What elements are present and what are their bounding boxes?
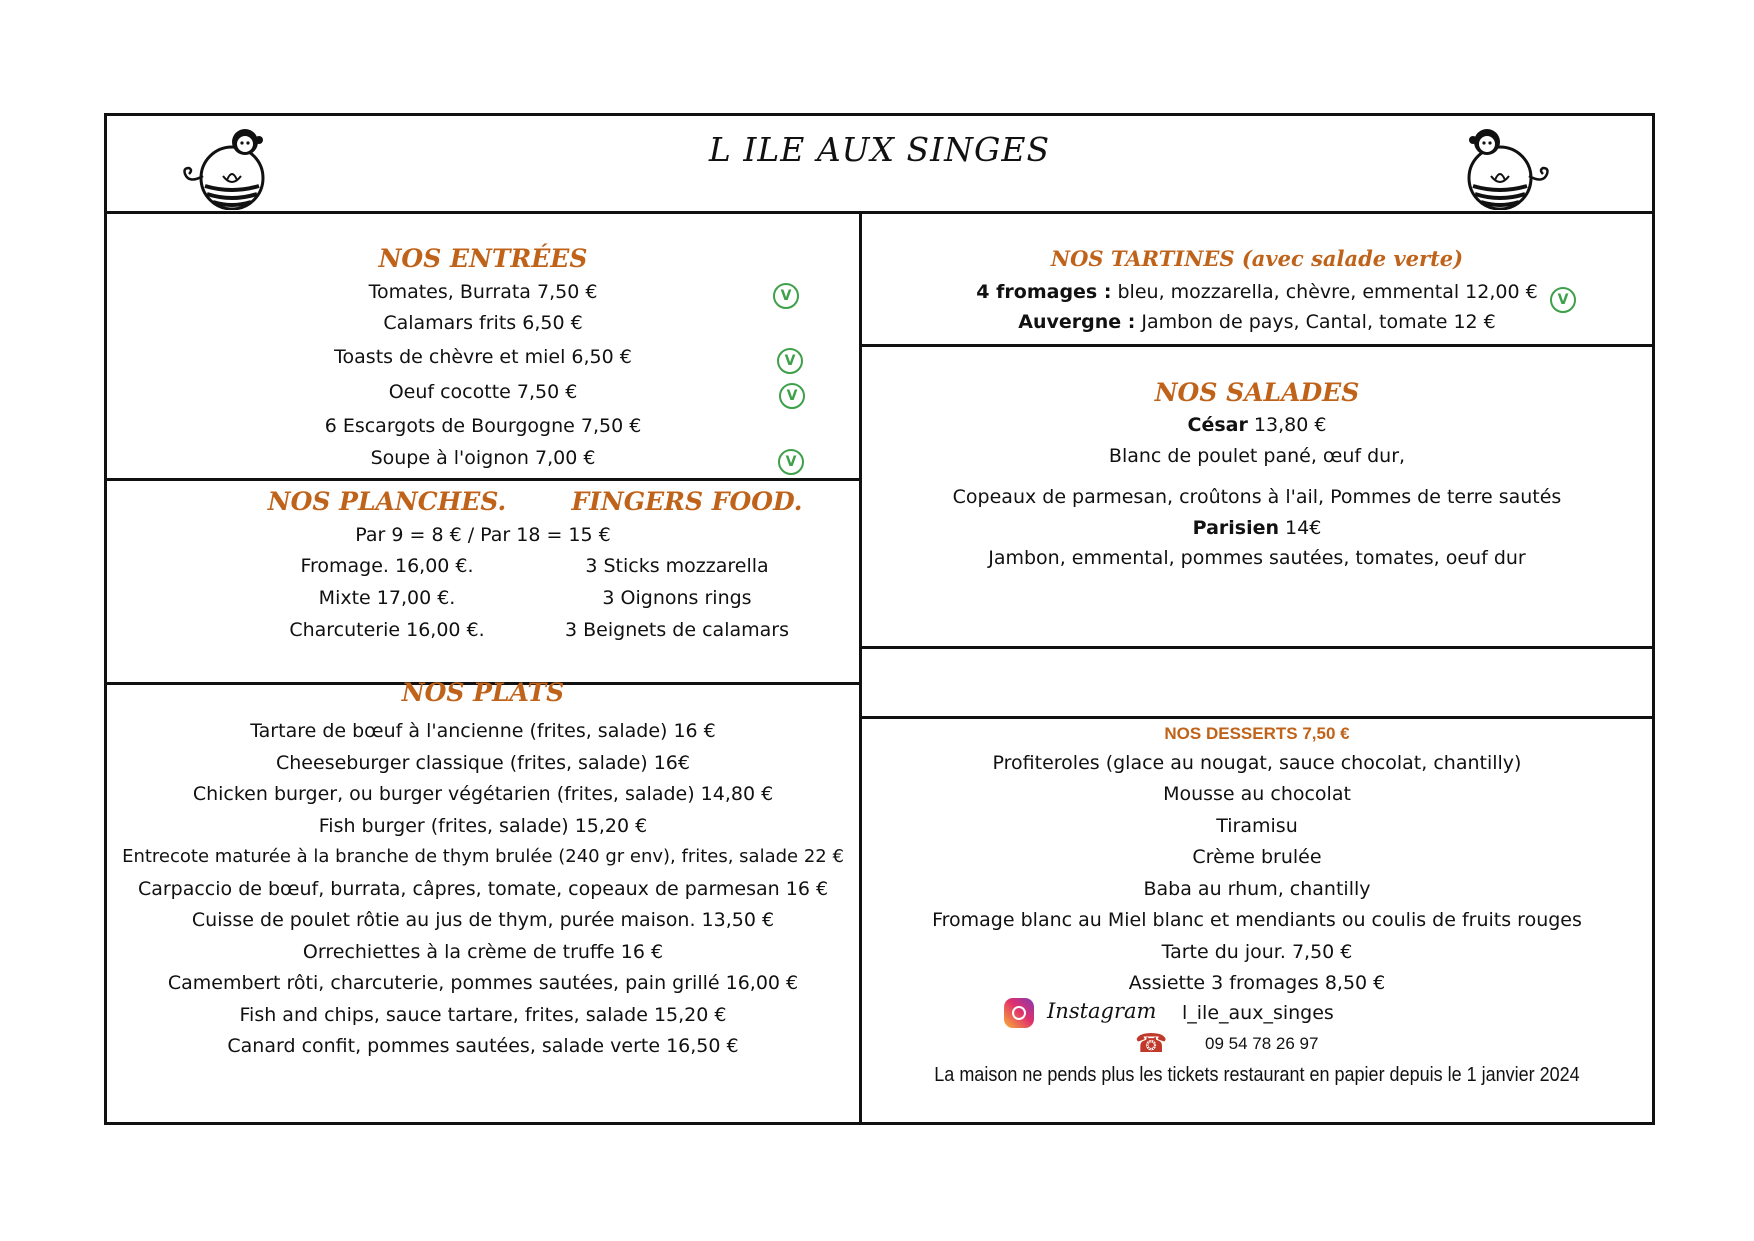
dessert-item: Fromage blanc au Miel blanc et mendiants ou coulis de fruits rouges (932, 909, 1582, 931)
plat-item: Tartare de bœuf à l'ancienne (frites, salade) 16 € (250, 720, 716, 742)
plat-item: Cheeseburger classique (frites, salade) 16€ (276, 752, 690, 774)
tartine-item (862, 311, 1652, 333)
dessert-item: Crème brulée (1192, 846, 1322, 868)
restaurant-title: L ILE AUX SINGES (708, 130, 1051, 169)
entree-item: Calamars frits 6,50 € (383, 312, 583, 334)
dessert-item: Tiramisu (1216, 815, 1298, 837)
salades-divider (859, 646, 1652, 649)
tartines-divider (859, 344, 1652, 347)
salade-parisien (862, 517, 1652, 539)
vegetarian-leaf-icon: V (778, 449, 804, 475)
plat-item: Fish and chips, sauce tartare, frites, salade 15,20 € (239, 1004, 727, 1026)
vegetarian-leaf-icon: V (1550, 287, 1576, 313)
entree-item: Tomates, Burrata 7,50 € (368, 281, 598, 303)
tartine-desc: Jambon de pays, Cantal, tomate 12 € (1135, 311, 1496, 333)
entree-item: Soupe à l'oignon 7,00 € (370, 447, 596, 469)
payment-notice: La maison ne pends plus les tickets restaurant en papier depuis le 1 janvier 2024 (934, 1064, 1580, 1086)
plat-item: Chicken burger, ou burger végétarien (frites, salade) 14,80 € (192, 783, 774, 805)
salade-price: 14€ (1279, 517, 1322, 539)
phone-number: 09 54 78 26 97 (1205, 1034, 1319, 1053)
salade-desc: Jambon, emmental, pommes sautées, tomates, oeuf dur (988, 547, 1526, 569)
dessert-item: Assiette 3 fromages 8,50 € (1128, 972, 1386, 994)
entree-item: Oeuf cocotte 7,50 € (388, 381, 578, 403)
salade-desc: Blanc de poulet pané, œuf dur, (1108, 445, 1406, 467)
plat-item: Cuisse de poulet rôtie au jus de thym, purée maison. 13,50 € (191, 909, 775, 931)
salade-desc: Copeaux de parmesan, croûtons à l'ail, Pommes de terre sautés (952, 486, 1562, 508)
dessert-item: Baba au rhum, chantilly (1143, 878, 1371, 900)
instagram-handle: l_ile_aux_singes (1182, 1002, 1334, 1024)
tartine-item (862, 281, 1652, 303)
plat-item: Orrechiettes à la crème de truffe 16 € (302, 941, 664, 963)
monkey-logo-right (1447, 118, 1557, 210)
monkey-logo-left (179, 118, 289, 210)
vegetarian-leaf-icon: V (773, 283, 799, 309)
fingers-price: Par 9 = 8 € / Par 18 = 15 € (355, 524, 611, 546)
vegetarian-leaf-icon: V (777, 348, 803, 374)
planche-item: Mixte 17,00 €. (318, 587, 456, 609)
salade-price: 13,80 € (1247, 414, 1327, 436)
planches-heading: NOS PLANCHES. (267, 487, 507, 516)
salade-cesar (862, 414, 1652, 436)
fingers-heading: FINGERS FOOD. (571, 487, 803, 516)
plat-item: Camembert rôti, charcuterie, pommes sautées, pain grillé 16,00 € (167, 972, 799, 994)
salade-name: Parisien (1192, 517, 1280, 539)
plat-item: Entrecote maturée à la branche de thym brulée (240 gr env), frites, salade 22 € (122, 846, 844, 867)
menu-frame (104, 113, 1655, 1125)
instagram-label: Instagram (1047, 999, 1157, 1023)
tartine-name: Auvergne : (1018, 311, 1136, 333)
tartines-heading: NOS TARTINES (avec salade verte) (1050, 246, 1464, 271)
plat-item: Canard confit, pommes sautées, salade verte 16,50 € (227, 1035, 739, 1057)
salades-heading: NOS SALADES (1154, 378, 1360, 407)
fingers-item: 3 Sticks mozzarella (585, 555, 769, 577)
salade-name: César (1187, 414, 1248, 436)
desserts-top-divider (859, 716, 1652, 719)
tartine-name: 4 fromages : (976, 281, 1112, 303)
header-divider (107, 211, 1652, 214)
tartine-desc: bleu, mozzarella, chèvre, emmental 12,00 € (1111, 281, 1538, 303)
fingers-item: 3 Oignons rings (602, 587, 752, 609)
entrees-heading: NOS ENTRÉES (378, 244, 588, 273)
planche-item: Charcuterie 16,00 €. (289, 619, 485, 641)
entrees-divider (107, 478, 859, 481)
dessert-item: Profiteroles (glace au nougat, sauce chocolat, chantilly) (992, 752, 1522, 774)
telephone-icon: ☎ (1135, 1029, 1168, 1059)
fingers-item: 3 Beignets de calamars (565, 619, 789, 641)
desserts-heading: NOS DESSERTS 7,50 € (1164, 724, 1350, 743)
plat-item: Fish burger (frites, salade) 15,20 € (318, 815, 648, 837)
vegetarian-leaf-icon: V (779, 383, 805, 409)
plats-heading: NOS PLATS (401, 678, 565, 707)
dessert-item: Tarte du jour. 7,50 € (1161, 941, 1353, 963)
instagram-icon (1004, 998, 1034, 1028)
entree-item: Toasts de chèvre et miel 6,50 € (334, 346, 632, 368)
planche-item: Fromage. 16,00 €. (300, 555, 474, 577)
entree-item: 6 Escargots de Bourgogne 7,50 € (324, 415, 642, 437)
dessert-item: Mousse au chocolat (1163, 783, 1351, 805)
plat-item: Carpaccio de bœuf, burrata, câpres, tomate, copeaux de parmesan 16 € (137, 878, 829, 900)
